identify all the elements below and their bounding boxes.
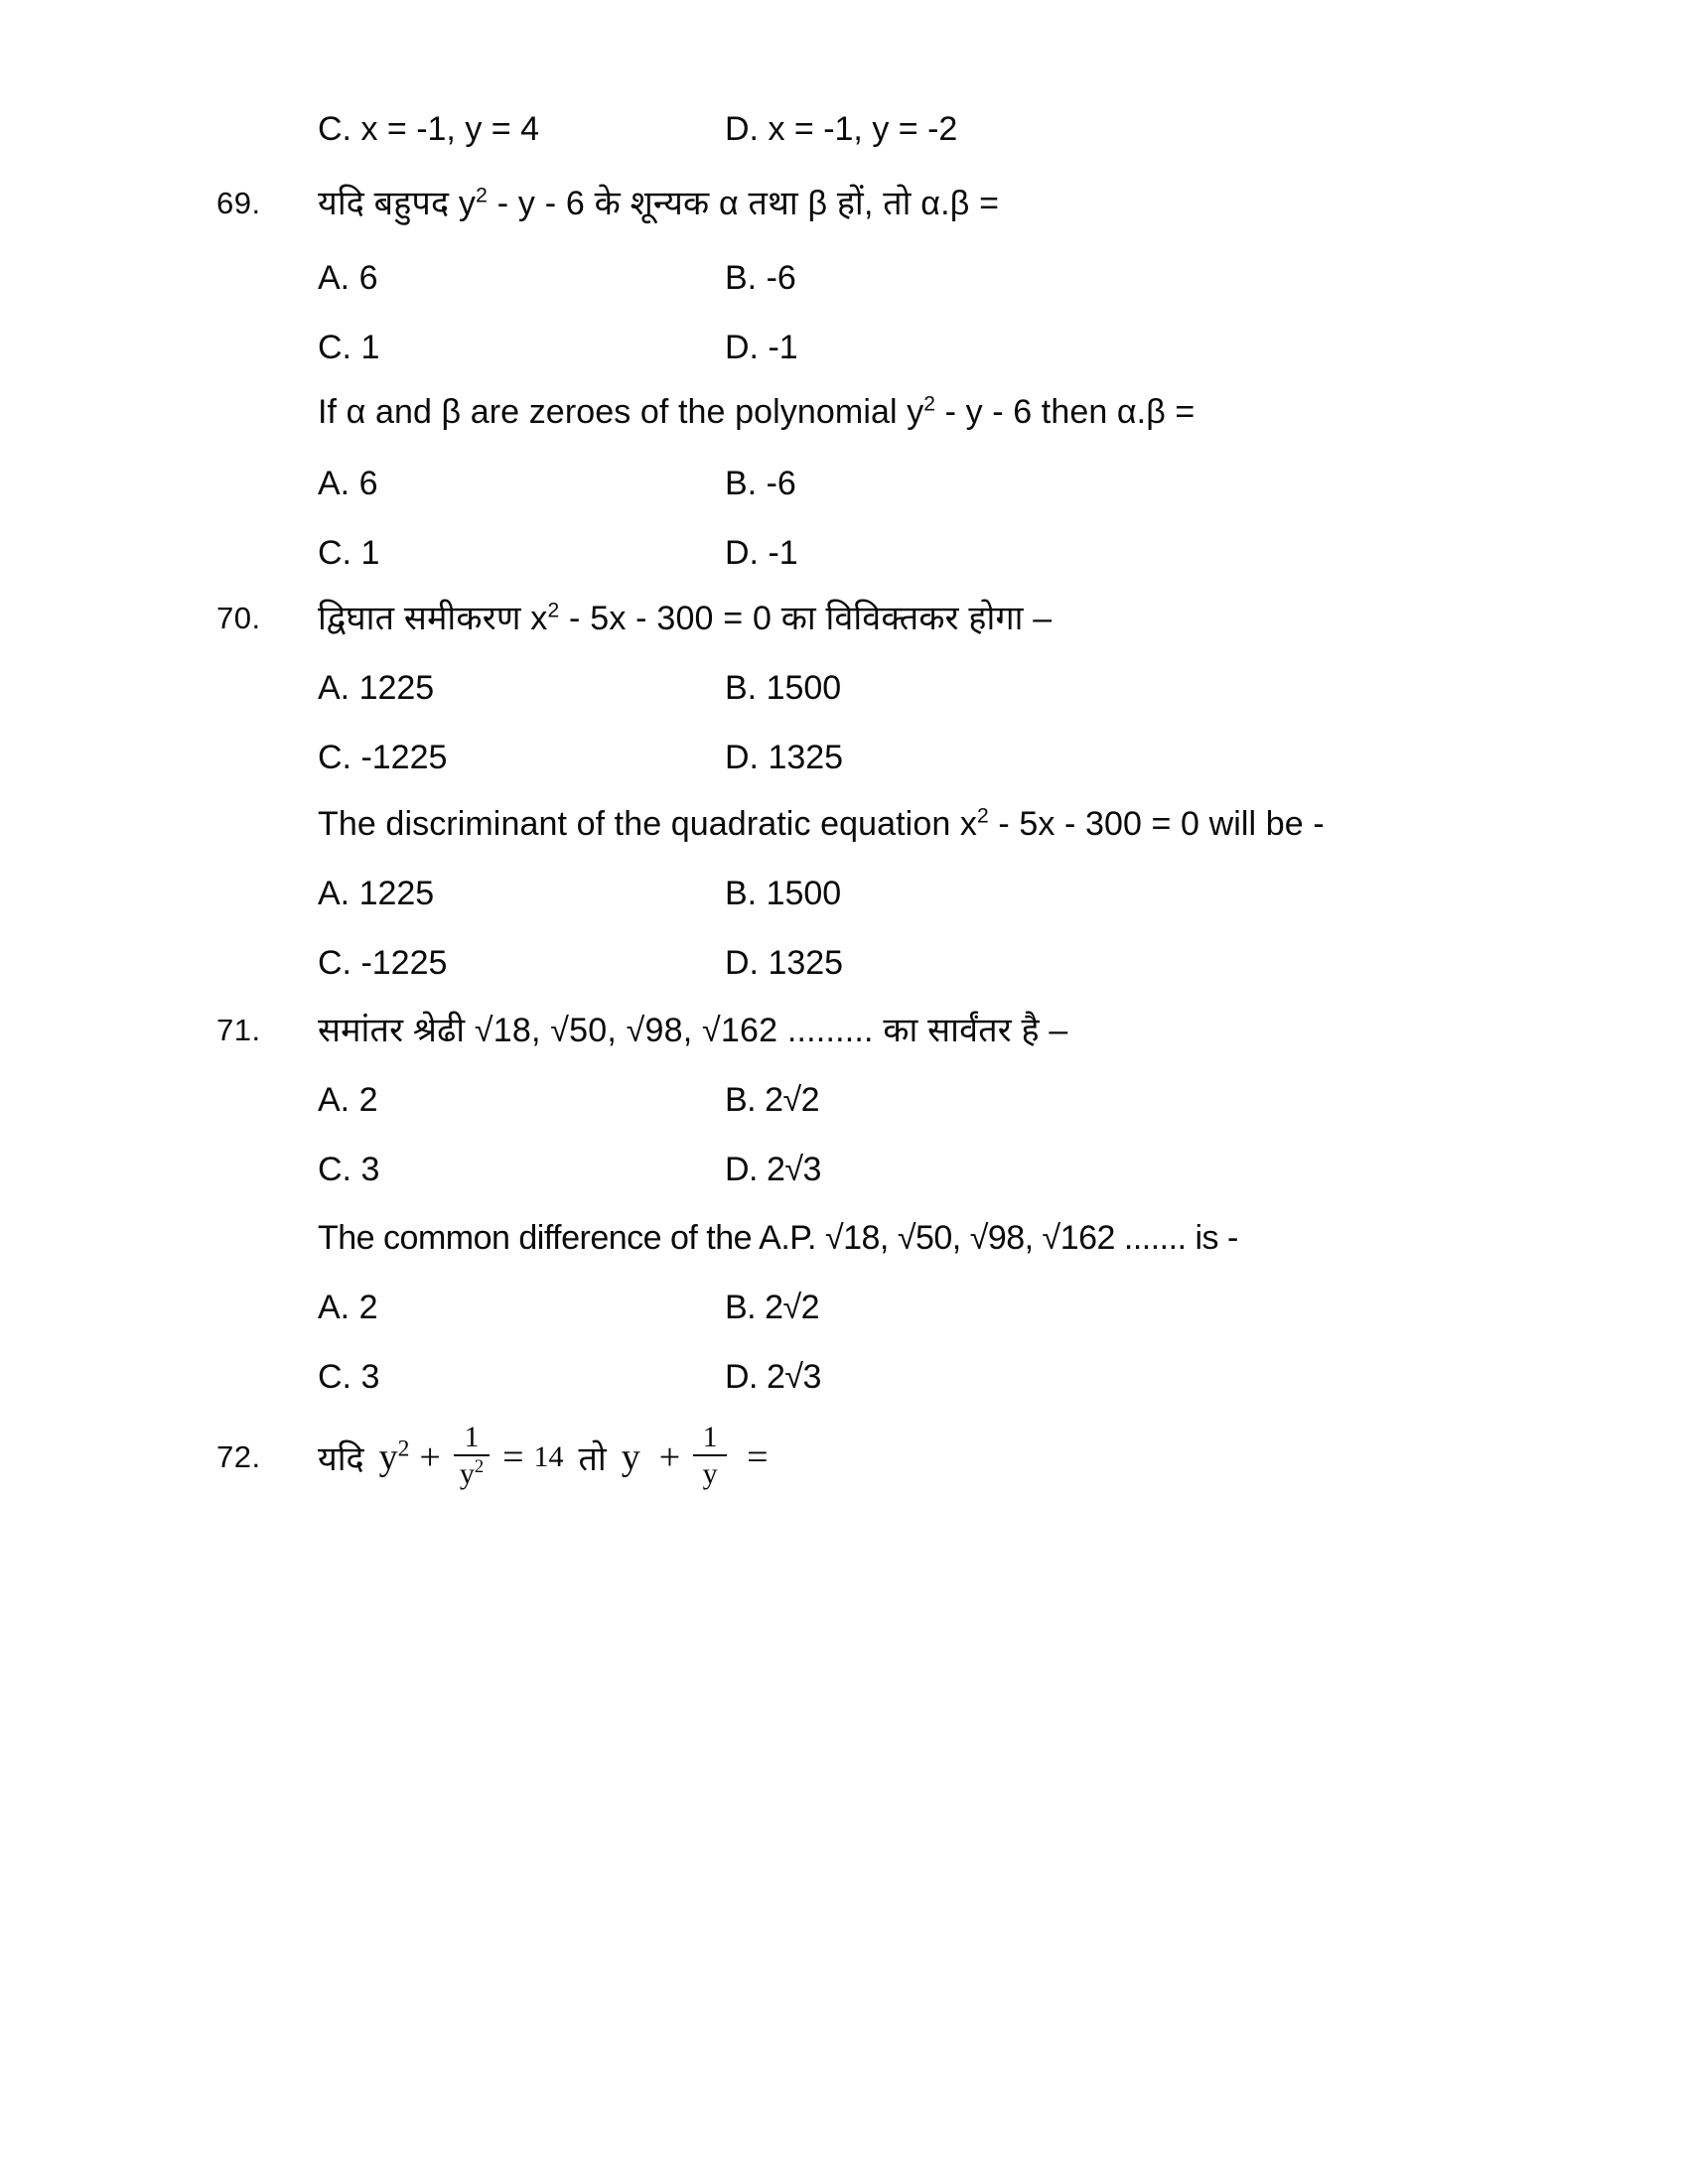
- q69-hi-prefix: यदि बहुपद y: [318, 185, 477, 222]
- option-d[interactable]: D. 1325: [725, 739, 844, 776]
- option-b[interactable]: B. 1500: [725, 669, 842, 707]
- option-a[interactable]: A. 6: [318, 259, 378, 297]
- question-72-stem-hindi-row: [0, 1408, 1688, 1507]
- q70-en-exponent: 2: [977, 804, 989, 828]
- q69-en-exponent: 2: [923, 392, 936, 416]
- option-a[interactable]: A. 2: [318, 1081, 378, 1119]
- option-d[interactable]: D. 2√3: [725, 1151, 821, 1188]
- q72-fraction-one-over-y: [693, 1422, 727, 1490]
- q72-frac2-denominator: y: [702, 1457, 718, 1490]
- question-number-72: 72.: [216, 1439, 261, 1474]
- question-number-70: 70.: [216, 601, 261, 635]
- question-71-stem-english: The common difference of the A.P. √18, √50, √98, √162 ....... is -: [318, 1219, 1238, 1257]
- option-row: [0, 238, 1688, 318]
- q72-variable-y: [379, 1435, 410, 1479]
- question-70-stem-english-row: [0, 784, 1688, 864]
- question-71-stem-english-row: [0, 1198, 1688, 1278]
- q72-word-if: यदि: [318, 1440, 364, 1478]
- q72-frac2-numerator: 1: [702, 1420, 718, 1453]
- question-70-stem-english: [318, 784, 1325, 864]
- option-c[interactable]: C. x = -1, y = 4: [318, 110, 539, 148]
- question-71-stem-hindi-row: [0, 991, 1688, 1070]
- q72-y-base: y: [378, 1436, 398, 1478]
- option-d[interactable]: D. x = -1, y = -2: [725, 110, 958, 148]
- q72-word-then: तो: [578, 1440, 607, 1478]
- option-b[interactable]: B. 2√2: [725, 1081, 820, 1119]
- q72-frac1-den-exponent: 2: [474, 1456, 485, 1477]
- option-c[interactable]: C. 1: [318, 329, 380, 366]
- q72-fraction-one-over-y-squared: [454, 1422, 490, 1490]
- question-69-stem-hindi: [318, 164, 999, 243]
- q72-frac2-bar: [693, 1454, 727, 1456]
- q69-hi-suffix: - y - 6 के शून्यक α तथा β हों, तो α.β =: [488, 185, 1000, 222]
- question-72-expression: [318, 1408, 774, 1507]
- option-a[interactable]: A. 2: [318, 1289, 378, 1326]
- option-a[interactable]: A. 1225: [318, 669, 435, 707]
- option-c[interactable]: C. 3: [318, 1358, 380, 1396]
- option-row: [0, 444, 1688, 523]
- option-d[interactable]: D. -1: [725, 534, 798, 572]
- q72-value-14: 14: [533, 1440, 564, 1473]
- option-c[interactable]: C. 3: [318, 1151, 380, 1188]
- option-row: [0, 854, 1688, 933]
- option-c[interactable]: C. 1: [318, 534, 380, 572]
- q70-hi-prefix: द्विघात समीकरण x: [318, 600, 548, 637]
- option-row: [0, 1268, 1688, 1347]
- q70-en-suffix: - 5x - 300 = 0 will be -: [988, 805, 1325, 843]
- q72-y-exponent: 2: [397, 1435, 410, 1462]
- q72-frac1-bar: [454, 1454, 490, 1456]
- q70-hi-suffix: - 5x - 300 = 0 का विविक्तकर होगा –: [559, 600, 1053, 637]
- option-c[interactable]: C. -1225: [318, 739, 448, 776]
- question-70-stem-hindi-row: [0, 579, 1688, 658]
- q70-en-prefix: The discriminant of the quadratic equation x: [318, 805, 977, 843]
- option-row: [0, 89, 1688, 169]
- question-number-71: 71.: [216, 1013, 261, 1047]
- question-69-stem-english: [318, 372, 1195, 452]
- question-69-stem-hindi-row: [0, 164, 1688, 243]
- option-b[interactable]: B. 1500: [725, 875, 842, 912]
- question-number-69: 69.: [216, 186, 261, 220]
- q72-plus-sign-1: +: [419, 1436, 441, 1478]
- option-a[interactable]: A. 1225: [318, 875, 435, 912]
- option-d[interactable]: D. 1325: [725, 944, 844, 982]
- q72-equals-sign-2: =: [747, 1436, 769, 1478]
- option-d[interactable]: D. 2√3: [725, 1358, 821, 1396]
- q72-equals-sign-1: =: [502, 1436, 524, 1478]
- option-b[interactable]: B. -6: [725, 465, 796, 502]
- option-d[interactable]: D. -1: [725, 329, 798, 366]
- option-c[interactable]: C. -1225: [318, 944, 448, 982]
- question-71-stem-hindi: समांतर श्रेढी √18, √50, √98, √162 ......... का सार्वंतर है –: [318, 1012, 1068, 1049]
- q72-plus-sign-2: +: [658, 1436, 681, 1478]
- question-69-stem-english-row: [0, 372, 1688, 452]
- q72-variable-y-2: y: [621, 1436, 640, 1478]
- q69-en-prefix: If α and β are zeroes of the polynomial y: [318, 393, 924, 431]
- q70-hi-exponent: 2: [547, 599, 560, 622]
- option-a[interactable]: A. 6: [318, 465, 378, 502]
- option-row: [0, 1337, 1688, 1417]
- question-70-stem-hindi: [318, 579, 1052, 658]
- option-row: [0, 1060, 1688, 1140]
- option-b[interactable]: B. -6: [725, 259, 796, 297]
- option-row: [0, 648, 1688, 728]
- q72-frac1-den-base: y: [459, 1457, 475, 1490]
- option-b[interactable]: B. 2√2: [725, 1289, 820, 1326]
- q72-frac1-denominator: [454, 1458, 490, 1490]
- option-row: [0, 1130, 1688, 1209]
- q72-frac1-numerator: 1: [464, 1420, 480, 1453]
- q69-en-suffix: - y - 6 then α.β =: [935, 393, 1196, 431]
- q69-hi-exponent: 2: [476, 184, 489, 207]
